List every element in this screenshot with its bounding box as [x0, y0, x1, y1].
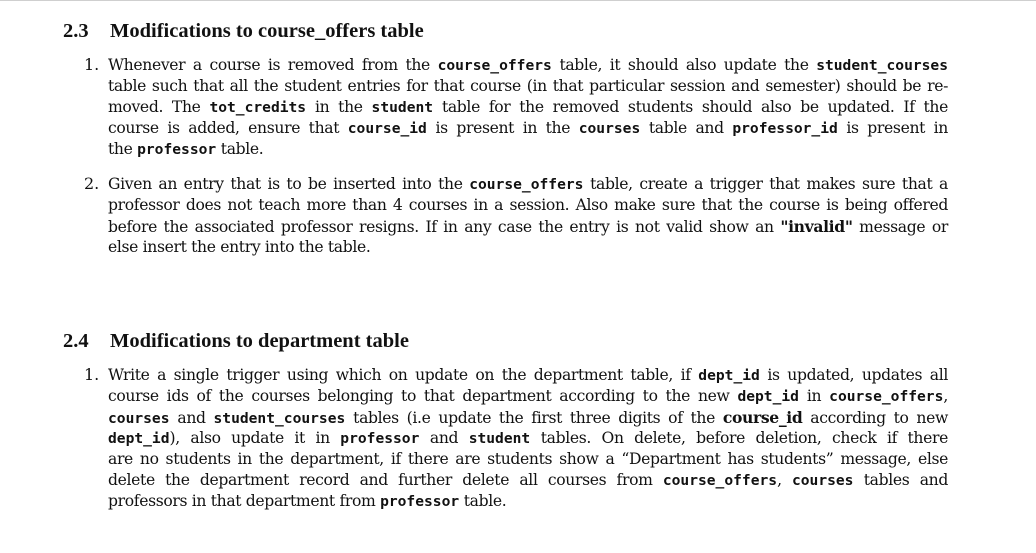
text-run: professors in that department from: [108, 492, 381, 510]
text-line: [108, 365, 948, 386]
text-run: Given an entry that is to be inserted into the: [108, 175, 470, 193]
item-marker: 2.: [84, 174, 100, 193]
text-run: professor does not teach more than 4 courses in a session. Also make sure that the course is being offered: [108, 196, 948, 214]
code-identifier: professor: [340, 430, 420, 447]
text-line: [108, 449, 948, 470]
code-identifier: professor: [380, 493, 460, 510]
text-run: ,: [777, 471, 792, 489]
code-identifier: course_id: [347, 120, 427, 137]
text-line: [108, 97, 948, 118]
text-run: is present in the: [426, 119, 579, 137]
text-run: are no students in the department, if there are students show a “Department has students” message, else: [108, 450, 948, 468]
text-run: tables (i.e update the first three digits of the: [345, 409, 723, 427]
code-identifier: courses: [791, 472, 854, 489]
text-line: [108, 174, 948, 195]
code-identifier: professor: [137, 141, 217, 158]
text-run: delete the department record and further delete all courses from: [108, 471, 663, 489]
text-line: [108, 139, 948, 160]
text-line: [108, 407, 948, 428]
code-identifier: student_courses: [816, 57, 948, 74]
text-line: [108, 491, 948, 512]
text-run: before the associated professor resigns. If in any case the entry is not valid show an: [108, 218, 781, 236]
text-run: course ids of the courses belonging to that department according to the new: [108, 387, 738, 405]
section-heading-2-4: [63, 328, 409, 354]
text-run: ,: [943, 387, 948, 405]
text-run: according to new: [802, 409, 948, 427]
text-run: table, it should also update the: [551, 56, 817, 74]
text-line: [108, 216, 948, 237]
text-run: table.: [459, 492, 507, 510]
text-run: Whenever a course is removed from the: [108, 56, 438, 74]
text-line: [108, 237, 948, 258]
text-run: table.: [216, 140, 264, 158]
text-run: is updated, updates all: [759, 366, 948, 384]
list-item: [84, 365, 948, 512]
list-item: [84, 174, 948, 258]
bold-text: "invalid": [780, 217, 853, 236]
text-line: [108, 118, 948, 139]
text-run: ), also update it in: [169, 429, 341, 447]
code-identifier: student: [371, 99, 434, 116]
code-identifier: student_courses: [213, 410, 346, 427]
text-line: [108, 195, 948, 216]
code-identifier: dept_id: [108, 430, 170, 447]
code-identifier: course_offers: [469, 176, 584, 193]
code-identifier: dept_id: [698, 367, 760, 384]
code-identifier: student: [468, 430, 531, 447]
text-run: in the: [306, 98, 372, 116]
code-identifier: course_offers: [829, 388, 944, 405]
item-marker: 1.: [84, 55, 100, 74]
code-identifier: courses: [578, 120, 641, 137]
text-run: table for the removed students should also be updated. If the: [433, 98, 949, 116]
code-identifier: tot_credits: [209, 99, 307, 116]
code-identifier: course_offers: [437, 57, 552, 74]
section-title: Modifications to department table: [110, 330, 409, 352]
section-2-3-list: [84, 55, 948, 258]
text-run: is present in: [837, 119, 948, 137]
bold-text: course_id: [722, 408, 803, 427]
text-run: table, create a trigger that makes sure that a: [583, 175, 948, 193]
text-line: [108, 76, 948, 97]
text-run: tables. On delete, before deletion, check if there: [530, 429, 948, 447]
code-identifier: dept_id: [737, 388, 799, 405]
text-run: Write a single trigger using which on update on the department table, if: [108, 366, 699, 384]
text-run: message or: [852, 218, 948, 236]
text-run: table such that all the student entries for that course (in that particular session and semester) should be re-: [108, 77, 948, 95]
code-identifier: courses: [108, 410, 170, 427]
code-identifier: course_offers: [662, 472, 778, 489]
text-run: moved. The: [108, 98, 210, 116]
text-run: else insert the entry into the table.: [108, 238, 371, 256]
section-heading-2-3: [63, 18, 424, 44]
item-marker: 1.: [84, 365, 100, 384]
text-line: [108, 428, 948, 449]
list-item: [84, 55, 948, 160]
text-run: course is added, ensure that: [108, 119, 348, 137]
text-run: tables and: [853, 471, 948, 489]
text-run: in: [798, 387, 830, 405]
section-title: Modifications to course_offers table: [110, 20, 424, 42]
text-run: and: [169, 409, 214, 427]
section-2-4-list: [84, 365, 948, 512]
text-run: and: [419, 429, 469, 447]
text-line: [108, 470, 948, 491]
section-number: 2.4: [63, 330, 89, 352]
text-run: the: [108, 140, 138, 158]
text-line: [108, 55, 948, 76]
code-identifier: professor_id: [732, 120, 838, 137]
section-number: 2.3: [63, 20, 89, 42]
text-line: [108, 386, 948, 407]
text-run: table and: [640, 119, 733, 137]
